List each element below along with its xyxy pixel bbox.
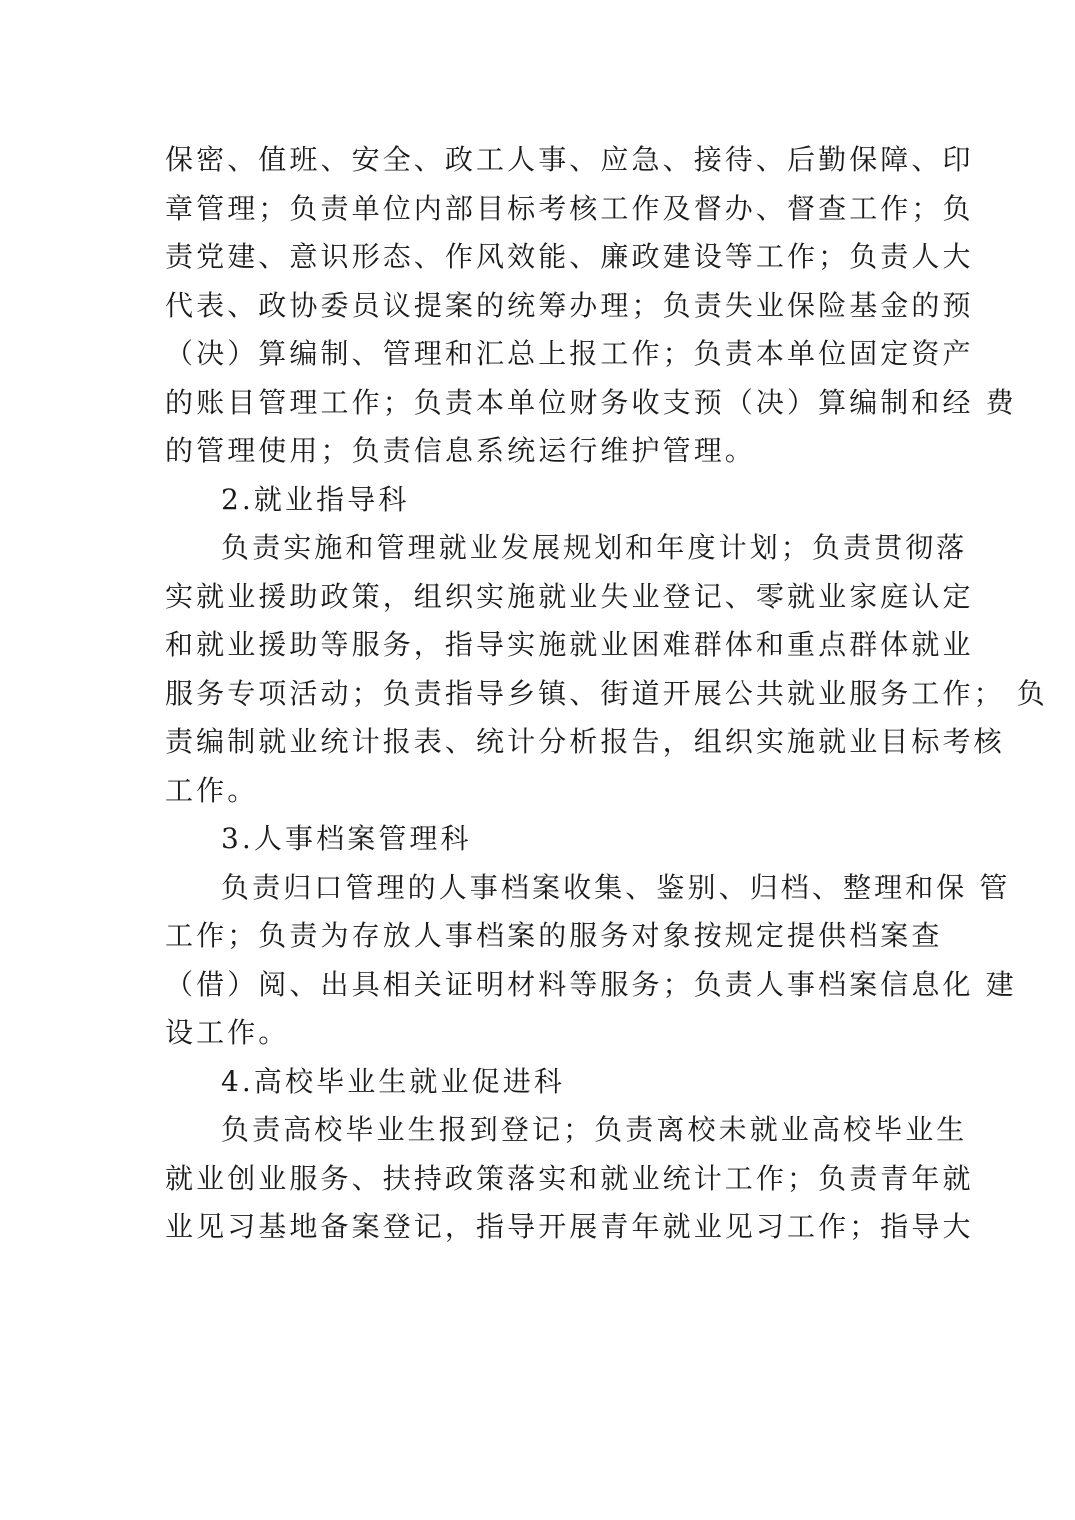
text-line: 代表、政协委员议提案的统筹办理；负责失业保险基金的预 bbox=[165, 288, 974, 322]
section-heading-employment-guidance: 2.就业指导科 bbox=[221, 482, 410, 516]
text-line: 责编制就业统计报表、统计分析报告，组织实施就业目标考核 bbox=[165, 725, 1005, 758]
text-line: 责党建、意识形态、作风效能、廉政建设等工作；负责人大 bbox=[165, 240, 974, 273]
text-line: （决）算编制、管理和汇总上报工作；负责本单位固定资产 bbox=[165, 337, 974, 370]
text-line: 负责实施和管理就业发展规划和年度计划；负责贯彻落 bbox=[221, 531, 968, 564]
text-line: 的管理使用；负责信息系统运行维护管理。 bbox=[165, 434, 756, 467]
text-line: 保密、值班、安全、政工人事、应急、接待、后勤保障、印 bbox=[165, 143, 974, 176]
text-line: 章管理；负责单位内部目标考核工作及督办、督查工作；负 bbox=[165, 191, 974, 225]
document-body bbox=[165, 136, 1048, 1252]
text-line: 和就业援助等服务，指导实施就业困难群体和重点群体就业 bbox=[165, 628, 974, 661]
section-heading-personnel-archives: 3.人事档案管理科 bbox=[221, 822, 472, 855]
text-line: 负责归口管理的人事档案收集、鉴别、归档、整理和保 管 bbox=[221, 870, 1011, 904]
text-line: 服务专项活动；负责指导乡镇、街道开展公共就业服务工作； 负 bbox=[165, 676, 1048, 710]
text-line: 业见习基地备案登记，指导开展青年就业见习工作；指导大 bbox=[165, 1210, 974, 1243]
text-line: （借）阅、出具相关证明材料等服务；负责人事档案信息化 建 bbox=[165, 967, 1017, 1001]
text-line: 就业创业服务、扶持政策落实和就业统计工作；负责青年就 bbox=[165, 1161, 974, 1195]
section-heading-graduate-employment: 4.高校毕业生就业促进科 bbox=[221, 1064, 565, 1098]
text-line: 工作。 bbox=[165, 773, 259, 807]
text-line: 设工作。 bbox=[165, 1016, 290, 1049]
text-line: 工作；负责为存放人事档案的服务对象按规定提供档案查 bbox=[165, 919, 943, 952]
text-line: 负责高校毕业生报到登记；负责离校未就业高校毕业生 bbox=[221, 1113, 968, 1146]
text-line: 实就业援助政策，组织实施就业失业登记、零就业家庭认定 bbox=[165, 579, 974, 613]
text-line: 的账目管理工作；负责本单位财务收支预（决）算编制和经 费 bbox=[165, 385, 1017, 419]
